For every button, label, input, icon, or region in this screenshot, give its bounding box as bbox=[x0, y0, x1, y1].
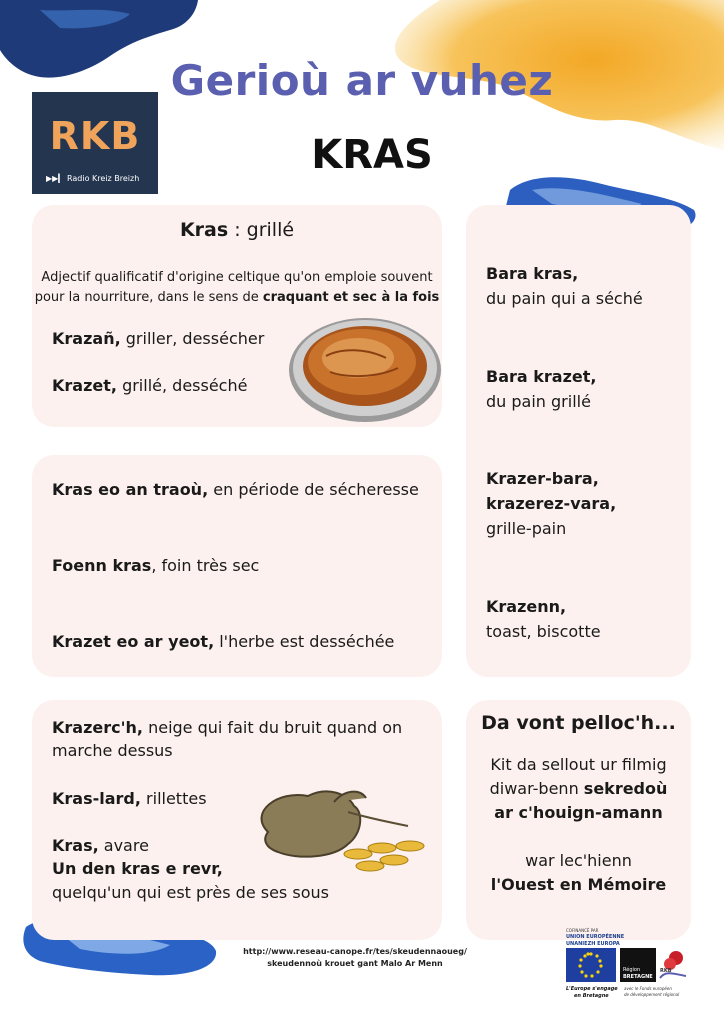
card3-entry1-line1 bbox=[52, 716, 402, 740]
card5-line3: ar c'houign-amann bbox=[494, 803, 663, 822]
logo-tagline bbox=[46, 174, 139, 183]
entry-word: Kras-lard, bbox=[52, 789, 141, 808]
rkb-logo bbox=[32, 92, 158, 194]
card3-entry3 bbox=[52, 834, 149, 858]
play-icon: ▶▶▎ bbox=[46, 174, 65, 183]
eu-cofinance: COFINANCÉ PAR bbox=[566, 928, 599, 933]
desc-bold: craquant et sec à la fois bbox=[262, 290, 440, 305]
logo-name: RKB bbox=[49, 114, 141, 158]
partner-logo-text: RKB bbox=[660, 968, 672, 974]
desc-plain: pour la nourriture, dans le sens de bbox=[34, 290, 263, 305]
region-label: Région bbox=[623, 967, 641, 973]
card2-entry1 bbox=[52, 478, 419, 502]
eu-engage-line2: en Bretagne bbox=[574, 993, 609, 999]
card4-entry1-meaning: du pain qui a séché bbox=[486, 289, 643, 308]
card5-line1: Kit da sellout ur filmig bbox=[490, 755, 667, 774]
eu-union-fr: UNION EUROPÉENNE bbox=[566, 934, 625, 940]
entry-meaning: avare bbox=[98, 836, 149, 855]
eu-union-br: UNANIEZH EUROPA bbox=[566, 941, 620, 947]
card1-heading bbox=[32, 217, 442, 243]
money-bag-illustration bbox=[238, 782, 434, 874]
card4-entry1-word: Bara kras, bbox=[486, 264, 579, 283]
eu-fund-line1: avec le Fonds européen bbox=[624, 986, 672, 991]
heading-word: Kras bbox=[179, 219, 229, 241]
card4-entry2-meaning: du pain grillé bbox=[486, 392, 591, 411]
entry-meaning: grillé, desséché bbox=[116, 376, 248, 395]
card4-entry4-word: Krazenn, bbox=[486, 597, 567, 616]
entry-word: Kras eo an traoù, bbox=[52, 480, 209, 499]
entry-meaning: , foin très sec bbox=[151, 556, 260, 575]
card3-entry4-expression: Un den kras e revr, bbox=[52, 859, 223, 878]
heading-translation: : grillé bbox=[228, 219, 295, 241]
line2-bold: sekredoù bbox=[583, 779, 668, 798]
footer-credit: skeudennoù krouet gant Malo Ar Menn bbox=[267, 959, 443, 968]
entry-meaning: griller, dessécher bbox=[120, 329, 265, 348]
entry-meaning: l'herbe est desséchée bbox=[214, 632, 395, 651]
card4-entry2-word: Bara krazet, bbox=[486, 367, 597, 386]
card3-entry2 bbox=[52, 787, 207, 811]
card1-desc-line2 bbox=[32, 288, 442, 308]
footer-url[interactable]: http://www.reseau-canope.fr/tes/skeudennaoueg/ bbox=[243, 947, 467, 956]
eu-funding-logos bbox=[566, 928, 690, 1020]
card4-entry3-word1: Krazer-bara, bbox=[486, 469, 599, 488]
card4-entry3-meaning: grille-pain bbox=[486, 519, 567, 538]
entry-word: Foenn kras bbox=[52, 556, 152, 575]
eu-flag-icon bbox=[566, 948, 616, 982]
entry-word: Kras, bbox=[52, 836, 99, 855]
page-title: Gerioù ar vuhez bbox=[170, 56, 554, 105]
entry-meaning: rillettes bbox=[140, 789, 207, 808]
galette-illustration bbox=[286, 312, 444, 424]
card2-entry3 bbox=[52, 630, 394, 654]
card1-desc-line1: Adjectif qualificatif d'origine celtique qu'on emploie souvent bbox=[41, 270, 433, 285]
card2-entry2 bbox=[52, 554, 259, 578]
card4-entry3-word2: krazerez-vara, bbox=[486, 494, 617, 513]
card5-line5-link[interactable]: l'Ouest en Mémoire bbox=[490, 875, 667, 894]
card5-line2 bbox=[466, 777, 691, 801]
entry-word: Krazet eo ar yeot, bbox=[52, 632, 215, 651]
card5-line4: war lec'hienn bbox=[525, 851, 632, 870]
card1-entry1 bbox=[52, 327, 264, 351]
partner-logo bbox=[658, 948, 688, 982]
entry-word: Krazerc'h, bbox=[52, 718, 143, 737]
region-bretagne-logo bbox=[620, 948, 656, 982]
card3-entry4-meaning: quelqu'un qui est près de ses sous bbox=[52, 883, 329, 902]
line2-plain: diwar-benn bbox=[489, 779, 584, 798]
logo-tagline-text: Radio Kreiz Breizh bbox=[67, 174, 140, 183]
entry-meaning: en période de sécheresse bbox=[208, 480, 419, 499]
region-label-2: BRETAGNE bbox=[623, 974, 653, 980]
card5-heading: Da vont pelloc'h... bbox=[481, 712, 676, 734]
entry-word: Krazet, bbox=[52, 376, 117, 395]
entry-word: Krazañ, bbox=[52, 329, 121, 348]
card4-entry4-meaning: toast, biscotte bbox=[486, 622, 601, 641]
eu-engage-line1: L'Europe s'engage bbox=[566, 986, 618, 992]
card1-entry2 bbox=[52, 374, 247, 398]
eu-fund-line2: de développement régional bbox=[624, 992, 680, 997]
entry-meaning: neige qui fait du bruit quand on bbox=[143, 718, 403, 737]
page-subtitle: KRAS bbox=[311, 132, 433, 178]
card3-entry1-line2: marche dessus bbox=[52, 741, 173, 760]
